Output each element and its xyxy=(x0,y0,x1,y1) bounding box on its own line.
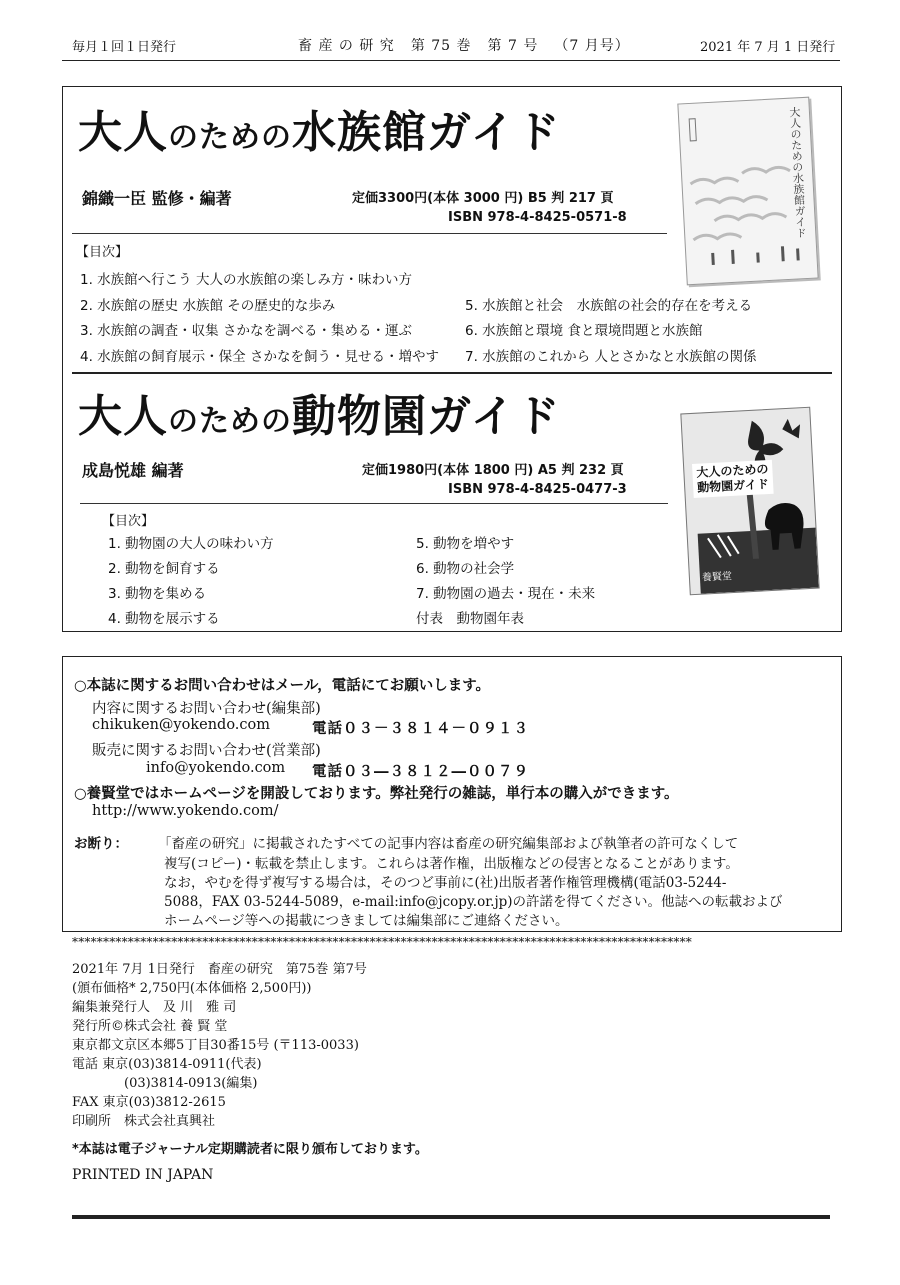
notice-line: 複写(コピー)・転載を禁止します。これらは著作権，出版権などの侵害となることがあります。 xyxy=(164,856,739,872)
book2-isbn: ISBN 978-4-8425-0477-3 xyxy=(448,482,627,497)
book2-price: 定価1980円(本体 1800 円) A5 判 232 頁 xyxy=(362,463,624,478)
homepage-url[interactable]: http://www.yokendo.com/ xyxy=(92,803,279,819)
colophon-line: 2021年 7月 1日発行 畜産の研究 第75巻 第7号 xyxy=(72,962,367,977)
issue-frequency: 毎月１回１日発行 xyxy=(72,40,177,55)
colophon-line: 編集兼発行人 及 川 雅 司 xyxy=(72,1000,237,1015)
book2-cover-image xyxy=(680,407,819,596)
inquiry-intro: ○本誌に関するお問い合わせはメール，電話にてお願いします。 xyxy=(74,678,491,694)
book2-toc-item: 3. 動物を集める xyxy=(108,586,207,602)
notice-line: ホームページ等への掲載につきましては編集部にご連絡ください。 xyxy=(164,913,569,929)
sales-inquiry-label: 販売に関するお問い合わせ(営業部) xyxy=(92,743,321,759)
book2-divider xyxy=(80,503,668,504)
issue-month: （7 月号） xyxy=(554,38,630,54)
book1-price: 定価3300円(本体 3000 円) B5 判 217 頁 xyxy=(352,191,614,206)
book2-title-part-c: 動物園ガイド xyxy=(292,391,561,442)
book2-title-part-a: 大人 xyxy=(78,391,168,442)
sales-email[interactable]: info@yokendo.com xyxy=(146,760,286,776)
bottom-rule xyxy=(72,1215,830,1219)
notice-line: 「畜産の研究」に掲載されたすべての記事内容は畜産の研究編集部および執筆者の許可なくして xyxy=(158,836,739,852)
notice-line: 5088，FAX 03-5244-5089，e-mail:info@jcopy.or.jp)の許諾を得てください。他誌への転載および xyxy=(164,894,783,910)
colophon-line: (03)3814-0913(編集) xyxy=(72,1076,258,1091)
homepage-notice: ○養賢堂ではホームページを開設しております。弊社発行の雑誌，単行本の購入ができます。 xyxy=(74,786,679,802)
journal-header xyxy=(298,35,646,55)
animal-illustration xyxy=(681,408,818,594)
book1-toc-item: 4. 水族館の飼育展示・保全 さかなを飼う・見せる・増やす xyxy=(80,349,439,365)
asterisk-separator: **************************************************************************************************** xyxy=(72,935,692,949)
colophon-line: (頒布価格* 2,750円(本体価格 2,500円)) xyxy=(72,981,312,996)
book1-toc-item: 2. 水族館の歴史 水族館 その歴史的な歩み xyxy=(80,298,336,314)
book1-toc-item: 1. 水族館へ行こう 大人の水族館の楽しみ方・味わい方 xyxy=(80,272,412,288)
publish-date: 2021 年 7 月 1 日発行 xyxy=(700,40,836,55)
content-inquiry-label: 内容に関するお問い合わせ(編集部) xyxy=(92,701,321,717)
colophon-line: 発行所©株式会社 養 賢 堂 xyxy=(72,1019,228,1034)
journal-name: 畜 産 の 研 究 xyxy=(298,38,395,54)
notice-line: なお，やむを得ず複写する場合は，そのつど事前に(社)出版者著作権管理機構(電話03-5244- xyxy=(164,875,727,891)
book2-cover-title-line2: 動物園ガイド xyxy=(696,477,770,495)
book1-cover-title: 大人のための水族館ガイド xyxy=(787,106,808,239)
printed-in-japan: PRINTED IN JAPAN xyxy=(72,1167,214,1183)
book2-toc-item: 7. 動物園の過去・現在・未来 xyxy=(416,586,596,602)
book2-toc-item: 6. 動物の社会学 xyxy=(416,561,515,577)
book2-toc-item: 4. 動物を展示する xyxy=(108,611,220,627)
book2-toc-item: 1. 動物園の大人の味わい方 xyxy=(108,536,274,552)
book1-author: 錦織一臣 監修・編著 xyxy=(82,189,232,208)
book2-cover-title xyxy=(692,460,774,498)
book1-cover-image xyxy=(677,97,818,286)
book2-author: 成島悦雄 編著 xyxy=(82,461,184,480)
book1-toc-item: 3. 水族館の調査・収集 さかなを調べる・集める・運ぶ xyxy=(80,323,412,339)
book1-toc-item: 5. 水族館と社会 水族館の社会的存在を考える xyxy=(465,298,753,314)
header-divider xyxy=(62,60,840,61)
colophon-line: 電話 東京(03)3814-0911(代表) xyxy=(72,1057,262,1072)
colophon-line: FAX 東京(03)3812-2615 xyxy=(72,1095,226,1110)
book2-toc-heading: 【目次】 xyxy=(102,514,155,529)
colophon-line: 印刷所 株式会社真興社 xyxy=(72,1114,216,1129)
book1-title-part-a: 大人 xyxy=(78,107,168,158)
sales-phone: 電話０３―３８１２―００７９ xyxy=(312,764,529,780)
notice-label: お断り： xyxy=(74,836,128,852)
book2-title xyxy=(78,380,561,444)
book2-cover-title-line1: 大人のための xyxy=(696,462,769,480)
book1-title xyxy=(78,96,561,160)
book1-toc-heading: 【目次】 xyxy=(76,245,129,260)
book1-divider xyxy=(72,233,667,234)
book2-toc-item: 2. 動物を飼育する xyxy=(108,561,220,577)
book2-toc-item: 付表 動物園年表 xyxy=(416,611,524,627)
book2-cover-publisher: 養賢堂 xyxy=(701,571,733,584)
book2-title-part-b: のための xyxy=(168,404,292,439)
distribution-note: *本誌は電子ジャーナル定期購読者に限り頒布しております。 xyxy=(72,1142,428,1157)
issue-number: 第 7 号 xyxy=(487,38,539,54)
book1-toc-item: 7. 水族館のこれから 人とさかなと水族館の関係 xyxy=(465,349,757,365)
books-divider xyxy=(72,372,832,374)
fish-illustration xyxy=(678,98,817,285)
editorial-phone: 電話０３－３８１４－０９１３ xyxy=(312,721,529,737)
colophon-line: 東京都文京区本郷5丁目30番15号 (〒113-0033) xyxy=(72,1038,359,1053)
book1-isbn: ISBN 978-4-8425-0571-8 xyxy=(448,210,627,225)
book1-title-part-b: のための xyxy=(168,120,292,155)
editorial-email[interactable]: chikuken@yokendo.com xyxy=(92,717,271,733)
volume: 第 75 巻 xyxy=(410,38,472,54)
book1-toc-item: 6. 水族館と環境 食と環境問題と水族館 xyxy=(465,323,703,339)
book1-title-part-c: 水族館ガイド xyxy=(292,107,561,158)
book2-toc-item: 5. 動物を増やす xyxy=(416,536,515,552)
